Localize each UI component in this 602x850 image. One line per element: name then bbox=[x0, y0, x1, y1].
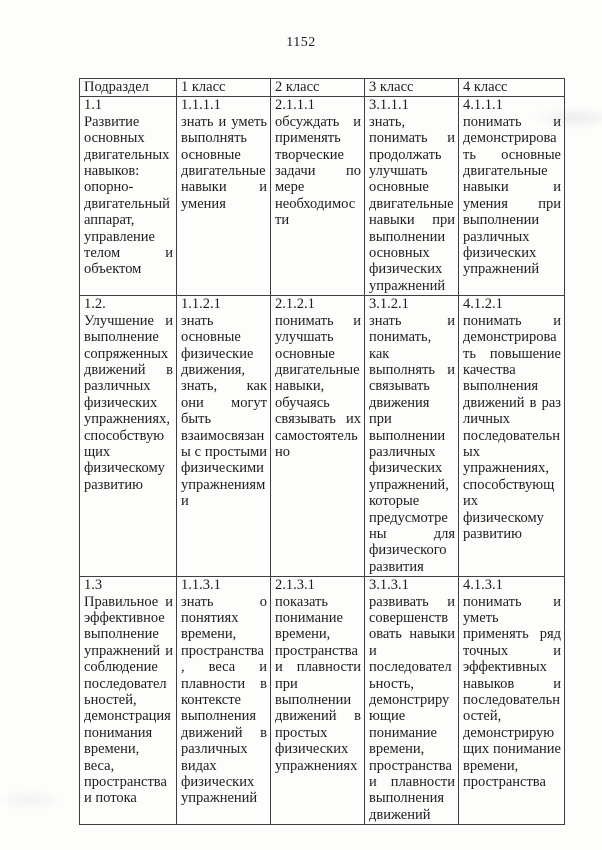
cell-code: 2.1.1.1 bbox=[275, 97, 315, 114]
column-header-grade-1: 1 класс bbox=[177, 79, 271, 97]
cell-code: 1.1 bbox=[84, 97, 103, 114]
table-row bbox=[80, 296, 565, 577]
cell-text: Улучшение и выполнение сопряженных движений в различных физических упражнениях, способствующих физическому развитию bbox=[84, 312, 173, 493]
cell-code: 1.3 bbox=[84, 577, 103, 594]
column-header-grade-2: 2 класс bbox=[271, 79, 365, 97]
cell-text: знать и уметь выполнять основные двигательные навыки и умения bbox=[181, 113, 267, 212]
cell-text: понимать и демонстрировать повышение качества выполнения движений в раз личных последовательных упражнениях, способствующих физическому развитию bbox=[463, 312, 561, 542]
table-cell bbox=[365, 97, 459, 296]
table-cell bbox=[365, 577, 459, 825]
table-cell bbox=[271, 97, 365, 296]
cell-code: 2.1.2.1 bbox=[275, 296, 315, 313]
table-cell bbox=[271, 296, 365, 577]
cell-code: 1.1.3.1 bbox=[181, 577, 221, 594]
cell-text: понимать и улучшать основные двигательные навыки, обучаясь связывать их самостоятельно bbox=[275, 312, 361, 460]
cell-text: Развитие основных двигательных навыков: опорно-двигательный аппарат, управление телом и объектом bbox=[84, 113, 173, 278]
table-row bbox=[80, 97, 565, 296]
cell-text: Правильное и эффективное выполнение упражнений и соблюдение последовательностей, демонстрация понимания времени, веса, пространства и потока bbox=[84, 593, 173, 807]
cell-text: понимать и демонстрировать основные двигательные навыки и умения при выполнении различных физических упражнений bbox=[463, 113, 561, 278]
table-cell bbox=[271, 577, 365, 825]
table-cell bbox=[177, 296, 271, 577]
cell-code: 1.1.1.1 bbox=[181, 97, 221, 114]
table-cell bbox=[459, 97, 565, 296]
column-header-grade-3: 3 класс bbox=[365, 79, 459, 97]
cell-text: обсуждать и применять творческие задачи по мере необходимости bbox=[275, 113, 361, 229]
table-cell bbox=[177, 577, 271, 825]
table-cell bbox=[459, 577, 565, 825]
table-header-row bbox=[80, 79, 565, 97]
cell-text: знать о понятиях времени, пространства , веса и плавности в контексте выполнения движений в различных видах физических упражнений bbox=[181, 593, 267, 807]
cell-text: знать и понимать, как выполнять и связывать движения при выполнении различных физических упражнений, которые предусмотрены для физического развития bbox=[369, 312, 455, 575]
cell-text: показать понимание времени, пространства и плавности при выполнении движений в простых физических упражнениях bbox=[275, 593, 361, 774]
table-cell bbox=[80, 577, 177, 825]
page-number: 1152 bbox=[286, 35, 316, 50]
cell-code: 1.2. bbox=[84, 296, 106, 313]
cell-code: 4.1.1.1 bbox=[463, 97, 503, 114]
table-cell bbox=[177, 97, 271, 296]
table-cell bbox=[459, 296, 565, 577]
table-cell bbox=[80, 97, 177, 296]
table-cell bbox=[365, 296, 459, 577]
table-cell bbox=[80, 296, 177, 577]
cell-code: 4.1.2.1 bbox=[463, 296, 503, 313]
cell-code: 4.1.3.1 bbox=[463, 577, 503, 594]
cell-text: понимать и уметь применять ряд точных и эффективных навыков и последовательностей, демонстрирующих понимание времени, пространства bbox=[463, 593, 561, 791]
table-row bbox=[80, 577, 565, 825]
cell-code: 2.1.3.1 bbox=[275, 577, 315, 594]
cell-code: 3.1.1.1 bbox=[369, 97, 409, 114]
cell-text: знать, понимать и продолжать улучшать основные двигательные навыки при выполнении основных физических упражнений bbox=[369, 113, 455, 294]
cell-code: 1.1.2.1 bbox=[181, 296, 221, 313]
cell-code: 3.1.3.1 bbox=[369, 577, 409, 594]
curriculum-table bbox=[79, 78, 565, 825]
column-header-subsection: Подраздел bbox=[80, 79, 177, 97]
cell-code: 3.1.2.1 bbox=[369, 296, 409, 313]
cell-text: развивать и совершенствовать навыки и последовательность, демонстрирующие понимание времени, пространства и плавности выполнения движений bbox=[369, 593, 455, 823]
cell-text: знать основные физические движения, знать, как они могут быть взаимосвязаны с простыми физическими упражнениями bbox=[181, 312, 267, 510]
column-header-grade-4: 4 класс bbox=[459, 79, 565, 97]
